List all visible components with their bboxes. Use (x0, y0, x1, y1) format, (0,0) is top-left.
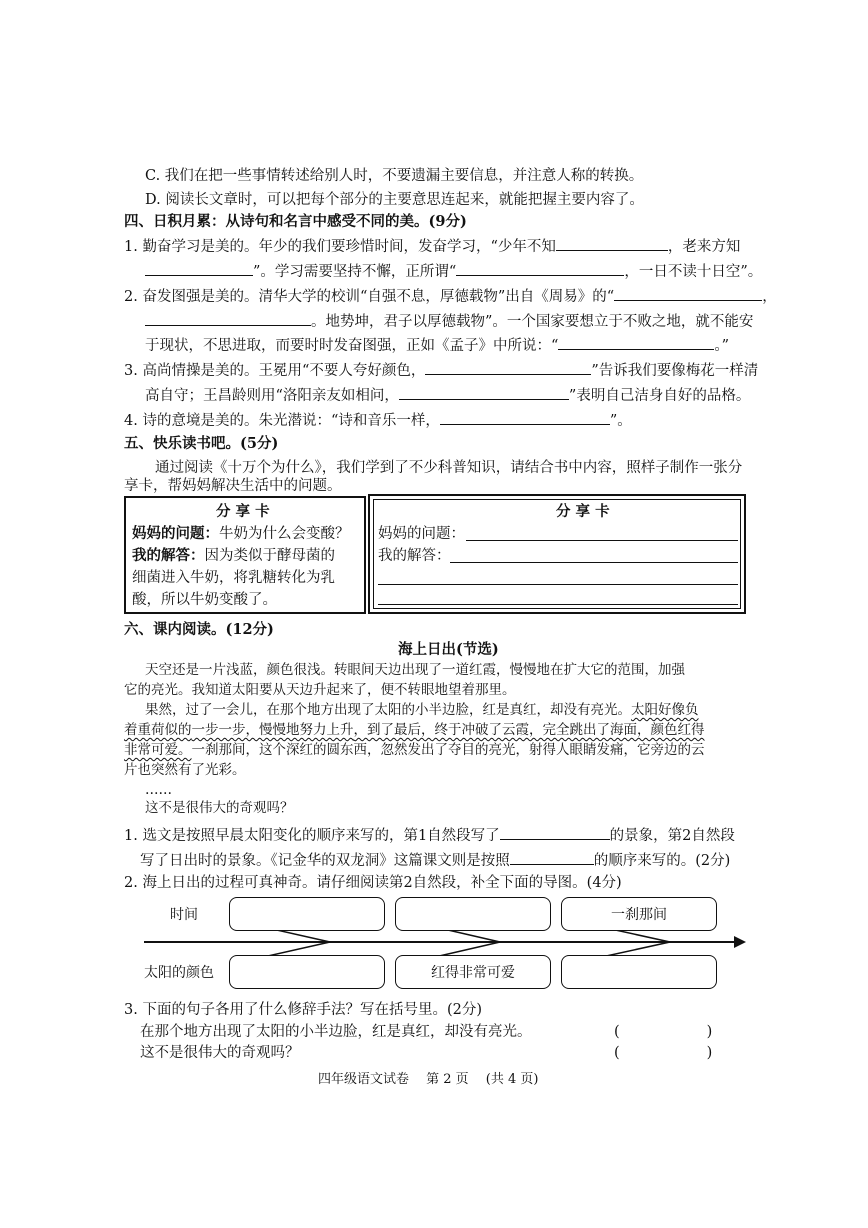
s4-q1-text-d: ，一日不读十日空”。 (624, 264, 763, 280)
s6-q3-sentence-2: 这不是很伟大的奇观吗？ (140, 1045, 300, 1061)
blank-s4-q3-1[interactable] (425, 360, 591, 375)
sample-answer-text-2: 细菌进入牛奶，将乳糖转化为乳 (132, 570, 335, 586)
share-card-blank (368, 494, 746, 614)
passage-p2-line2 (124, 720, 705, 740)
option-c: C. 我们在把一些事情转述给别人时，不要遗漏主要信息，并注意人称的转换。 (145, 168, 644, 184)
p2-wavy-2: 着重荷似的 (124, 722, 192, 738)
p2-text-a: 果然，过了一会儿，在那个地方出现了 (145, 702, 375, 718)
s4-q1-text-c: ”。学习需要坚持不懈，正所谓“ (253, 264, 457, 280)
s4-q3-text-a: 3. 高尚情操是美的。王冕用“不要人夸好颜色， (124, 363, 426, 379)
s6-q3-answer-1[interactable]: ( ) (614, 1024, 713, 1040)
s6-q3-sentence-1: 在那个地方出现了太阳的小半边脸，红是真红，却没有亮光。 (140, 1024, 532, 1040)
s4-q1-line1 (124, 236, 740, 257)
sample-answer-text-1: 因为类似于酵母菌的 (204, 548, 335, 564)
s4-q3-text-c: 高自守；王昌龄则用“洛阳亲友如相问， (145, 388, 399, 404)
blank-s4-q4-1[interactable] (440, 410, 610, 425)
s4-q3-text-b: ”告诉我们要像梅花一样清 (591, 363, 759, 379)
s4-q4-line (124, 410, 632, 431)
blank-card-answer-line-3[interactable] (378, 604, 738, 605)
sample-answer-label: 我的解答： (132, 547, 205, 564)
s4-q1-line2 (145, 261, 762, 282)
passage-p2-line1 (145, 700, 699, 720)
s6-q1-text-c: 写了日出时的景象。《记金华的双龙洞》这篇课文则是按照 (140, 853, 510, 869)
passage-title: 海上日出(节选) (398, 641, 499, 658)
blank-s4-q2-2[interactable] (145, 311, 311, 326)
blank-s4-q2-1[interactable] (614, 286, 762, 301)
s4-q1-text-b: ，老来方知 (667, 239, 741, 255)
s5-intro-2: 享卡，帮妈妈解决生活中的问题。 (124, 478, 342, 494)
diagram-time-box-2[interactable] (395, 897, 551, 931)
share-card-sample-title: 分 享 卡 (216, 503, 270, 520)
p2-text-e: ，这个深红的圆东西，忽然发出了夺目的亮光，射得人眼睛发痛，它旁边的云 (245, 742, 705, 758)
share-card-blank-title: 分 享 卡 (556, 503, 610, 520)
diagram-color-box-1[interactable] (229, 955, 385, 989)
diagram-color-box-2: 红得非常可爱 (395, 955, 551, 989)
s4-q4-text-b: ”。 (609, 413, 632, 429)
s4-q2-text-c: 。地势坤，君子以厚德载物”。一个国家要想立于不败之地，就不能安 (311, 314, 754, 330)
blank-s6-q1-2[interactable] (510, 850, 594, 865)
share-card-sample-answer-1 (132, 546, 335, 566)
passage-p1-line1: 天空还是一片浅蓝，颜色很浅。转眼间天边出现了一道红霞，慢慢地在扩大它的范围，加强 (145, 662, 685, 678)
s4-q2-text-e: 。” (714, 338, 730, 354)
blank-s4-q1-3[interactable] (456, 261, 624, 276)
blank-card-answer-line-1[interactable] (450, 562, 738, 563)
option-d: D. 阅读长文章时，可以把每个部分的主要意思连起来，就能把握主要内容了。 (145, 192, 644, 208)
s4-q3-line1 (124, 360, 758, 381)
s4-q2-line2 (145, 311, 753, 332)
p2-wavy-1: 太阳好像负 (631, 702, 699, 718)
diagram-color-box-3[interactable] (561, 955, 717, 989)
blank-s4-q3-2[interactable] (399, 385, 569, 400)
s6-q1-text-d: 的顺序来写的。(2分) (593, 853, 731, 869)
blank-card-answer-line-2[interactable] (378, 584, 738, 585)
s4-q4-text-a: 4. 诗的意境是美的。朱光潜说：“诗和音乐一样， (124, 413, 440, 429)
s6-q3-text: 3. 下面的句子各用了什么修辞手法？写在括号里。(2分) (124, 1002, 482, 1018)
page-footer: 四年级语文试卷 第 2 页 (共 4 页) (318, 1072, 539, 1087)
share-card-sample (124, 496, 366, 614)
blank-card-question-line[interactable] (466, 540, 738, 541)
blank-s4-q2-3[interactable] (558, 335, 714, 350)
passage-ellipsis: …… (145, 782, 172, 798)
s6-q1-text-a: 1. 选文是按照早晨太阳变化的顺序来写的，第1自然段写了 (124, 828, 500, 844)
s4-q2-line1 (124, 286, 777, 307)
s4-q1-text-a: 1. 勤奋学习是美的。年少的我们要珍惜时间，发奋学习，“少年不知 (124, 239, 556, 255)
passage-p2-line3 (124, 740, 705, 760)
s5-intro-1: 通过阅读《十万个为什么》，我们学到了不少科普知识，请结合书中内容，照样子制作一张分 (155, 460, 743, 476)
section5-heading: 五、快乐读书吧。(5分) (124, 435, 279, 452)
p2-wavy-3: ，到了最后，终于冲破了云霞，完全跳出了海面，颜色红得 (353, 722, 705, 738)
p2-text-b: 太阳的小半边脸 (374, 702, 469, 718)
section4-heading: 四、日积月累：从诗句和名言中感受不同的美。(9分) (124, 213, 467, 230)
sample-answer-text-3: 酸，所以牛奶变酸了。 (132, 592, 277, 608)
p2-wavy-4: 非常可爱。 (124, 742, 192, 758)
s6-q2-text: 2. 海上日出的过程可真神奇。请仔细阅读第2自然段，补全下面的导图。(4分) (124, 875, 622, 891)
blank-s4-q1-2[interactable] (145, 261, 253, 276)
blank-card-question-label: 妈妈的问题： (378, 526, 465, 542)
s4-q2-line3 (145, 335, 729, 356)
s6-q3-answer-2[interactable]: ( ) (614, 1045, 713, 1061)
p2-dotted-phrase: 一步一步，慢慢地努力上升 (191, 722, 354, 738)
s6-q1-line2 (140, 850, 730, 871)
p2-text-d: 一刹那间 (191, 742, 246, 758)
passage-p1-line2: 它的亮光。我知道太阳要从天边升起来了，便不转眼地望着那里。 (124, 682, 516, 698)
s4-q3-line2 (145, 385, 750, 406)
s6-q1-line1 (124, 825, 735, 846)
s4-q2-text-b: ， (762, 289, 777, 305)
passage-p2-line4: 片也突然有了光彩。 (124, 762, 246, 778)
p2-text-c: ，红是真红，却没有亮光。 (469, 702, 631, 718)
blank-s6-q1-1[interactable] (500, 825, 610, 840)
diagram-color-label: 太阳的颜色 (144, 965, 214, 981)
blank-s4-q1-1[interactable] (556, 236, 668, 251)
diagram-time-box-3: 一刹那间 (561, 897, 717, 931)
diagram-time-box-1[interactable] (229, 897, 385, 931)
s4-q2-text-a: 2. 奋发图强是美的。清华大学的校训“自强不息，厚德载物”出自《周易》的“ (124, 289, 615, 305)
s6-q1-text-b: 的景象，第2自然段 (609, 828, 735, 844)
section6-heading: 六、课内阅读。(12分) (124, 621, 274, 638)
sample-question-label: 妈妈的问题： (132, 525, 219, 542)
share-card-sample-question (132, 524, 350, 544)
s4-q3-text-d: ”表明自己洁身自好的品格。 (568, 388, 751, 404)
sample-question-text: 牛奶为什么会变酸？ (219, 526, 350, 542)
timeline-arrow-head (734, 936, 746, 948)
blank-card-answer-label: 我的解答： (378, 548, 451, 564)
passage-p3: 这不是很伟大的奇观吗？ (145, 800, 294, 816)
s4-q2-text-d: 于现状，不思进取，而要时时发奋图强，正如《孟子》中所说：“ (145, 338, 559, 354)
diagram-time-label: 时间 (170, 907, 198, 923)
